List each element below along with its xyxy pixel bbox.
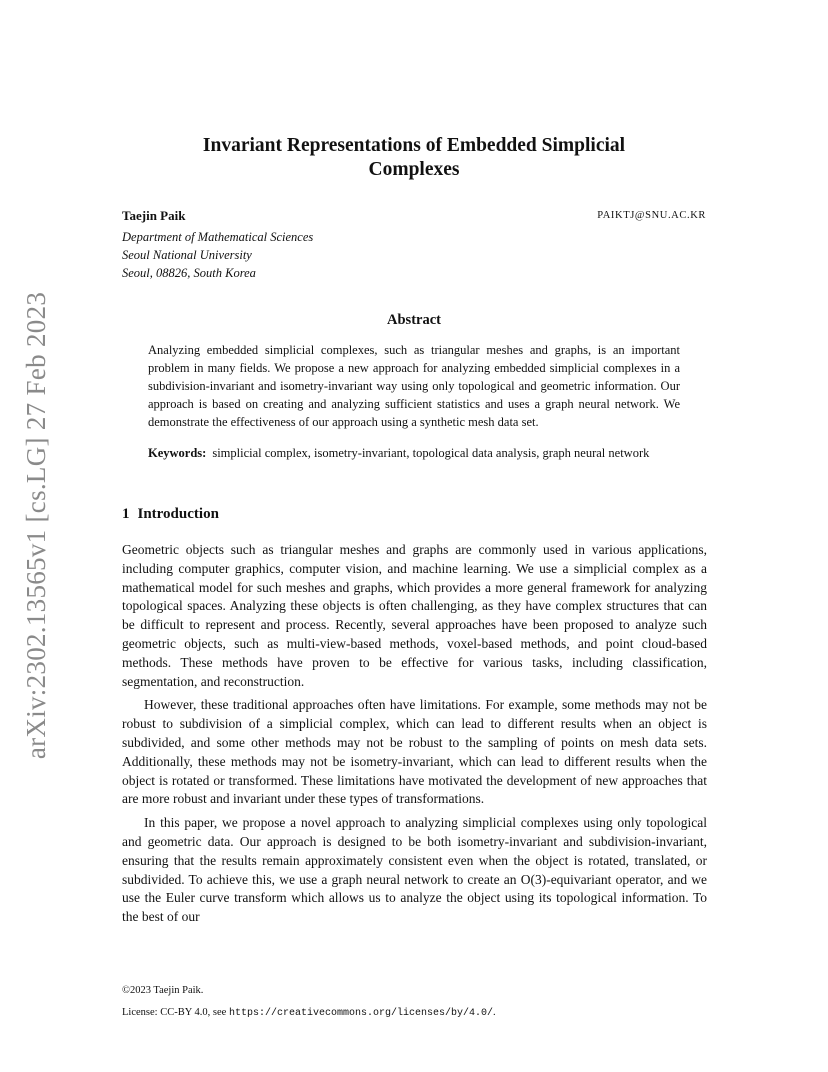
author-name: Taejin Paik [122, 208, 186, 223]
section-title: Introduction [137, 506, 219, 522]
paragraph-3: In this paper, we propose a novel approach to analyzing simplicial complexes using only topological and geometric data. Our approach is designed to be both isometry-invariant and subdivision-invariant, ensuring that the results remain approximately consistent even when the object is rotated, translated, or subdivided. To achieve this, we use a graph neural network to create an O(3)-equivariant operator, and we use the Euler curve transform which allows us to analyze the object using its topological information. To the best of our [122, 815, 707, 925]
license-suffix: . [492, 1007, 496, 1018]
license-notice [122, 1002, 496, 1025]
license-prefix: License: CC-BY 4.0, see [122, 1007, 229, 1018]
paragraph-1: Geometric objects such as triangular meshes and graphs are commonly used in various applications, including computer graphics, computer vision, and machine learning. We use a simplicial complex as a mathematical model for such meshes and graphs, which provides a more general framework for analyzing topological spaces. Analyzing these objects is often challenging, as they have complex structures that can be difficult to represent and process. Recently, several approaches have been proposed to analyze such geometric objects, such as multi-view-based methods, voxel-based methods, and point cloud-based methods. These methods have proven to be effective for various tasks, including classification, segmentation, and reconstruction. [122, 542, 707, 689]
footer [122, 980, 496, 1025]
title-line-1: Invariant Representations of Embedded Simplicial [202, 135, 626, 156]
keywords [148, 445, 680, 462]
abstract-heading: Abstract [387, 312, 441, 328]
abstract-text: Analyzing embedded simplicial complexes, such as triangular meshes and graphs, is an important problem in many fields. We propose a new approach for analyzing embedded simplicial complexes in a subdivision-invariant and isometry-invariant way using only topological and geometric information. Our approach is based on creating and analyzing sufficient statistics and uses a graph neural network. We demonstrate the effectiveness of our approach using a synthetic mesh data set. [148, 343, 680, 429]
paper-title [150, 134, 678, 182]
author-email: PAIKTJ@SNU.AC.KR [597, 210, 706, 221]
paragraph-2: However, these traditional approaches often have limitations. For example, some methods may not be robust to subdivision of a simplicial complex, which can lead to different results when an object is subdivided, and some other methods may not be robust to the sampling of points on mesh data sets. Additionally, these methods may not be isometry-invariant, which can lead to different results when the object is rotated or transformed. These limitations have motivated the development of new approaches that are more robust and invariant under these types of transformations. [122, 697, 707, 807]
affiliation-university: Seoul National University [122, 248, 252, 262]
copyright-notice: ©2023 Taejin Paik. [122, 985, 204, 996]
keywords-text: simplicial complex, isometry-invariant, topological data analysis, graph neural network [212, 446, 650, 460]
body-text [122, 541, 707, 932]
arxiv-identifier: arXiv:2302.13565v1 [cs.LG] 27 Feb 2023 [21, 291, 52, 759]
section-heading-introduction [122, 506, 219, 523]
title-line-2: Complexes [368, 159, 460, 180]
section-number: 1 [122, 506, 130, 522]
arxiv-stamp [20, 290, 54, 760]
affiliation-department: Department of Mathematical Sciences [122, 230, 314, 244]
keywords-label: Keywords: [148, 446, 207, 460]
license-link[interactable]: https://creativecommons.org/licenses/by/4.0/ [228, 1008, 493, 1019]
author-affiliation [122, 228, 313, 282]
affiliation-address: Seoul, 08826, South Korea [122, 266, 256, 280]
